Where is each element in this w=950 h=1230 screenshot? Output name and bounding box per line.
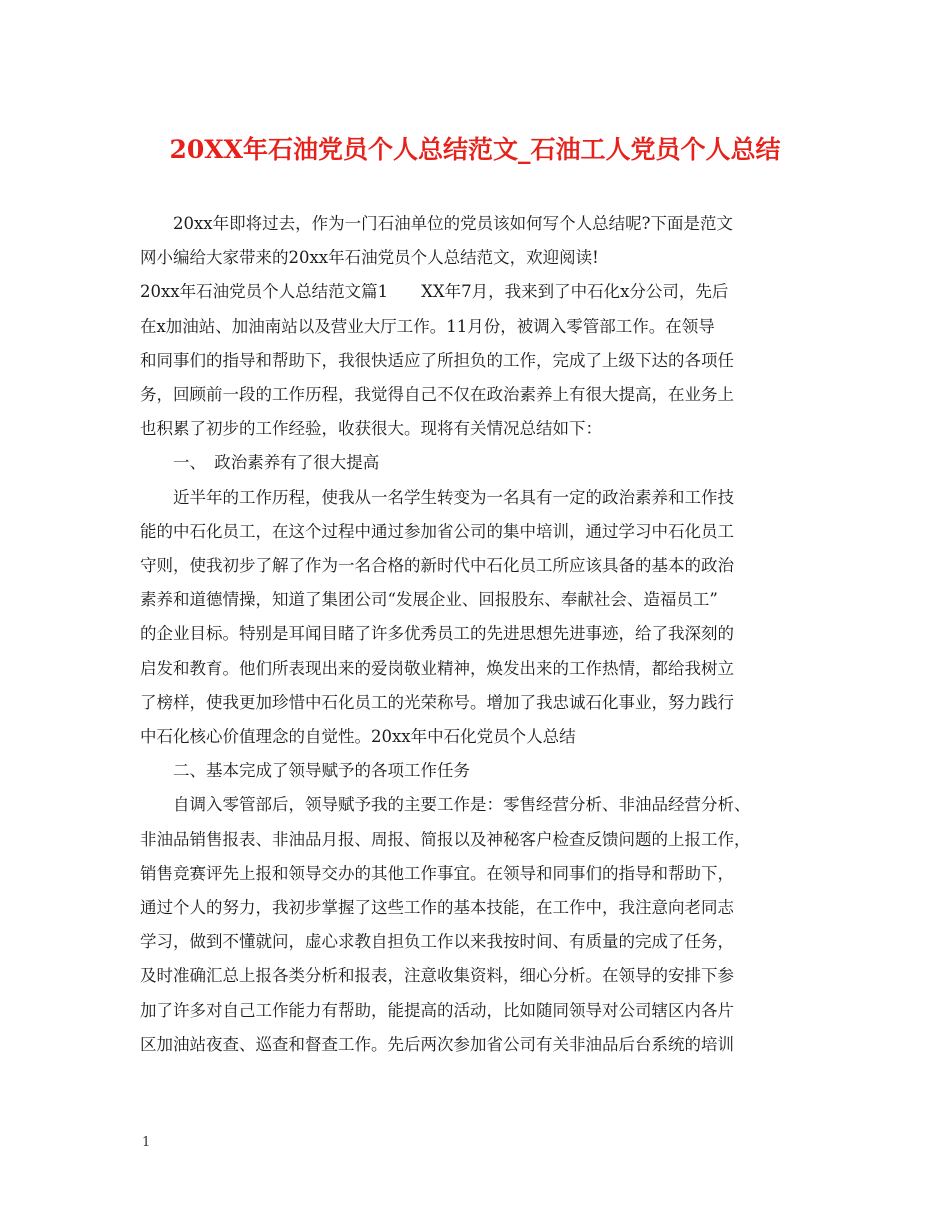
paragraph-line: 非油品销售报表、非油品月报、周报、简报以及神秘客户检查反馈问题的上报工作， bbox=[140, 829, 751, 849]
paragraph-line: 守则，使我初步了解了作为一名合格的新时代中石化员工所应该具备的基本的政治 bbox=[140, 556, 734, 576]
paragraph-line: 了榜样，使我更加珍惜中石化员工的光荣称号。增加了我忠诚石化事业，努力践行 bbox=[140, 692, 734, 712]
paragraph-line: 通过个人的努力，我初步掌握了这些工作的基本技能，在工作中，我注意向老同志 bbox=[140, 898, 734, 918]
section-heading: 一、 政治素养有了很大提高 bbox=[173, 453, 380, 473]
paragraph-line: 务，回顾前一段的工作历程，我觉得自己不仅在政治素养上有很大提高，在业务上 bbox=[140, 385, 734, 405]
paragraph-line: 加了许多对自己工作能力有帮助，能提高的活动，比如随同领导对公司辖区内各片 bbox=[140, 1000, 734, 1020]
document-body bbox=[140, 207, 830, 1062]
paragraph-line: 网小编给大家带来的20xx年石油党员个人总结范文，欢迎阅读! bbox=[140, 248, 599, 268]
paragraph-line: 自调入零管部后，领导赋予我的主要工作是：零售经营分析、非油品经营分析、 bbox=[173, 795, 751, 815]
document-title: 20XX年石油党员个人总结范文_石油工人党员个人总结 bbox=[169, 135, 781, 164]
paragraph-line: 及时准确汇总上报各类分析和报表，注意收集资料，细心分析。在领导的安排下参 bbox=[140, 966, 734, 986]
paragraph-line: 近半年的工作历程，使我从一名学生转变为一名具有一定的政治素养和工作技 bbox=[173, 487, 734, 507]
paragraph-line: 启发和教育。他们所表现出来的爱岗敬业精神，焕发出来的工作热情，都给我树立 bbox=[140, 658, 734, 678]
paragraph-line: 20xx年石油党员个人总结范文篇1 XX年7月，我来到了中石化x分公司，先后 bbox=[140, 282, 729, 302]
paragraph-line: 销售竞赛评先上报和领导交办的其他工作事宜。在领导和同事们的指导和帮助下， bbox=[140, 863, 734, 883]
paragraph-line: 中石化核心价值理念的自觉性。20xx年中石化党员个人总结 bbox=[140, 727, 576, 747]
paragraph-line: 素养和道德情操，知道了集团公司“发展企业、回报股东、奉献社会、造福员工” bbox=[140, 590, 718, 610]
paragraph-line: 20xx年即将过去，作为一门石油单位的党员该如何写个人总结呢?下面是范文 bbox=[173, 214, 733, 233]
paragraph-line: 和同事们的指导和帮助下，我很快适应了所担负的工作，完成了上级下达的各项任 bbox=[140, 350, 734, 370]
paragraph-line: 也积累了初步的工作经验，收获很大。现将有关情况总结如下： bbox=[140, 419, 602, 439]
paragraph-line: 能的中石化员工，在这个过程中通过参加省公司的集中培训，通过学习中石化员工 bbox=[140, 521, 734, 541]
paragraph-line: 的企业目标。特别是耳闻目睹了许多优秀员工的先进思想先进事迹，给了我深刻的 bbox=[140, 624, 734, 644]
paragraph-line: 学习，做到不懂就问，虚心求教自担负工作以来我按时间、有质量的完成了任务， bbox=[140, 932, 734, 952]
paragraph-line: 在x加油站、加油南站以及营业大厅工作。11月份，被调入零管部工作。在领导 bbox=[140, 316, 715, 336]
page-number: 1 bbox=[142, 1135, 151, 1150]
section-heading: 二、基本完成了领导赋予的各项工作任务 bbox=[173, 761, 470, 781]
paragraph-line: 区加油站夜查、巡查和督查工作。先后两次参加省公司有关非油品后台系统的培训 bbox=[140, 1034, 734, 1054]
